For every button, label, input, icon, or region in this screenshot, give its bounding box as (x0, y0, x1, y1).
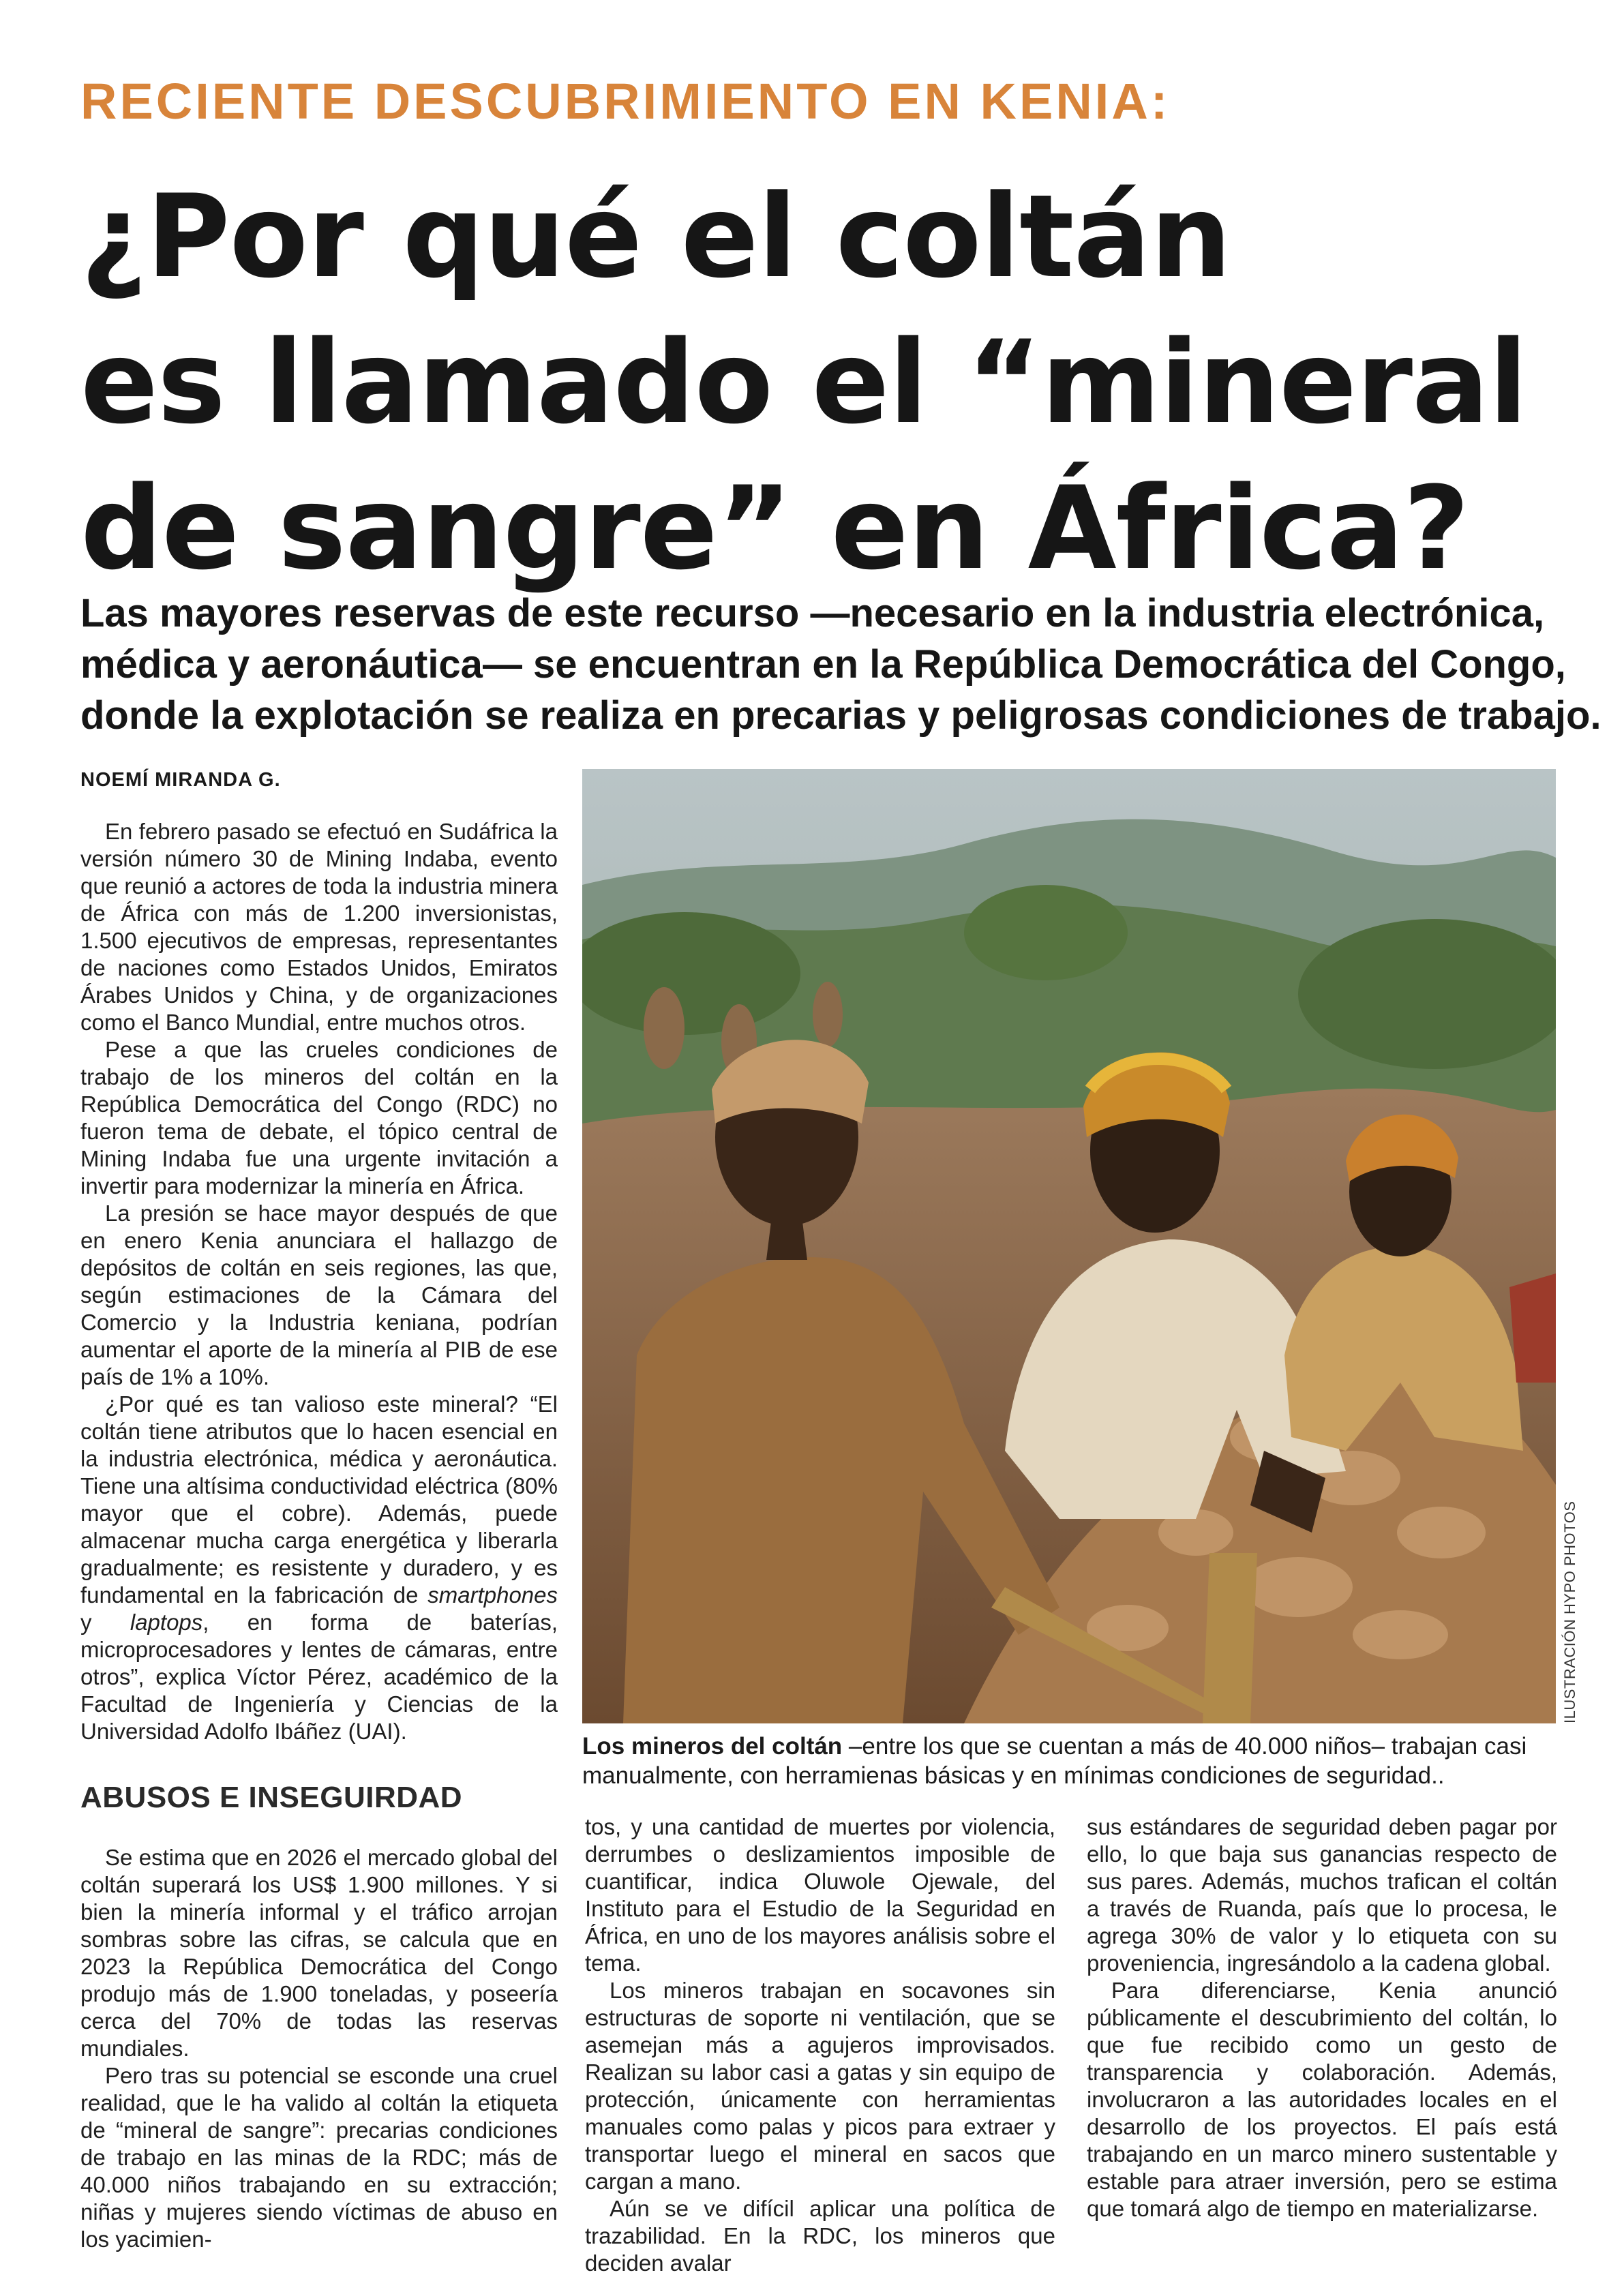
headline-line: ¿Por qué el coltán (80, 170, 1231, 303)
column-2 (585, 1813, 1055, 2277)
deck-line: donde la explotación se realiza en precarias y peligrosas condiciones de trabajo. (80, 693, 1602, 738)
italic-term: smartphones (427, 1582, 558, 1608)
byline: NOEMÍ MIRANDA G. (80, 769, 281, 791)
paragraph (80, 1391, 558, 1745)
paragraph: tos, y una cantidad de muertes por violencia, derrumbes o deslizamientos imposible de cuantificar, indica Oluwole Ojewale, del Instituto para el Estudio de la Seguridad en África, en uno de los mayores análisis sobre el tema. (585, 1814, 1055, 1976)
photo-credit: ILUSTRACIÓN HYPO PHOTOS (1561, 1501, 1578, 1723)
caption-lead: Los mineros del coltán (582, 1733, 843, 1760)
paragraph: Para diferenciarse, Kenia anunció públicamente el descubrimiento del coltán, lo que fue recibido como un gesto de transparencia y colaboración. Además, involucraron a las autoridades locales en el desarrollo de los proyectos. El país está trabajando en un marco minero sustentable y estable para atraer inversión, pero se estima que tomará algo de tiempo en materializarse. (1087, 1978, 1557, 2221)
photo-caption (582, 1732, 1557, 1790)
kicker: RECIENTE DESCUBRIMIENTO EN KENIA: (80, 73, 1171, 130)
headline-line: de sangre” en África? (80, 462, 1469, 595)
paragraph: La presión se hace mayor después de que en enero Kenia anunciara el hallazgo de depósitos de coltán en seis regiones, las que, según estimaciones de la Cámara del Comercio y la Industria keniana, podrían aumentar el aporte de la minería al PIB de ese país de 1% a 10%. (80, 1201, 558, 1389)
miners-photo (582, 769, 1556, 1723)
text-run: y (80, 1610, 130, 1635)
paragraph: Pero tras su potencial se esconde una cruel realidad, que le ha valido al coltán la etiqueta de “mineral de sangre”: precarias condiciones de trabajo en las minas de la RDC; más de 40.000 niños trabajando en su extracción; niñas y mujeres siendo víctimas de abuso en los yacimien- (80, 2063, 558, 2252)
paragraph: Aún se ve difícil aplicar una política de trazabilidad. En la RDC, los mineros que deciden avalar (585, 2196, 1055, 2276)
deck (80, 588, 1602, 741)
paragraph: Se estima que en 2026 el mercado global del coltán superará los US$ 1.900 millones. Y si bien la minería informal y el tráfico arrojan sombras sobre las cifras, se calcula que en 2023 la República Democrática del Congo produjo más de 1.900 toneladas, y poseería cerca del 70% de todas las reservas mundiales. (80, 1845, 558, 2061)
column-1-continued (80, 1844, 558, 2253)
column-1 (80, 818, 558, 1745)
caption-text: –entre los que se cuentan a más de 40.000 niños– trabajan casi manualmente, con herramienas básicas y en mínimas condiciones de seguridad.. (582, 1733, 1527, 1789)
headline (80, 164, 1567, 601)
text-run: , en forma de baterías, microprocesadores y lentes de cámaras, entre otros”, explica Víctor Pérez, académico de la Facultad de Ingeniería y Ciencias de la Universidad Adolfo Ibáñez (UAI). (80, 1610, 558, 1744)
paragraph: En febrero pasado se efectuó en Sudáfrica la versión número 30 de Mining Indaba, evento que reunió a actores de toda la industria minera de África con más de 1.200 inversionistas, 1.500 ejecutivos de empresas, representantes de naciones como Estados Unidos, Emiratos Árabes Unidos y China, y de organizaciones como el Banco Mundial, entre muchos otros. (80, 819, 558, 1035)
paragraph: Los mineros trabajan en socavones sin estructuras de soporte ni ventilación, que se asemejan más a agujeros improvisados. Realizan su labor casi a gatas y sin equipo de protección, únicamente con herramientas manuales como palas y picos para extraer y transportar luego el mineral en sacos que cargan a mano. (585, 1978, 1055, 2194)
deck-line: médica y aeronáutica— se encuentran en la República Democrática del Congo, (80, 642, 1566, 687)
miners-illustration (582, 769, 1556, 1723)
headline-line: es llamado el “mineral (80, 316, 1527, 449)
section-subhead: ABUSOS E INSEGUIRDAD (80, 1781, 463, 1814)
paragraph: sus estándares de seguridad deben pagar por ello, lo que baja sus ganancias respecto de sus pares. Además, muchos trafican el coltán a través de Ruanda, país que lo procesa, le agrega 30% de valor y lo etiqueta con su proveniencia, ingresándolo a la cadena global. (1087, 1814, 1557, 1976)
paragraph: Pese a que las crueles condiciones de trabajo de los mineros del coltán en la República Democrática del Congo (RDC) no fueron tema de debate, el tópico central de Mining Indaba fue una urgente invitación a invertir para modernizar la minería en África. (80, 1037, 558, 1198)
italic-term: laptops (130, 1610, 203, 1635)
text-run: ¿Por qué es tan valioso este mineral? “El coltán tiene atributos que lo hacen esencial en la industria electrónica, médica y aeronáutica. Tiene una altísima conductividad eléctrica (80% mayor que el cobre). Además, puede almacenar mucha carga energética y liberarla gradualmente; es resistente y duradero, y es fundamental en la fabricación de (80, 1391, 558, 1608)
column-3 (1087, 1813, 1557, 2222)
deck-line: Las mayores reservas de este recurso —necesario en la industria electrónica, (80, 591, 1545, 635)
